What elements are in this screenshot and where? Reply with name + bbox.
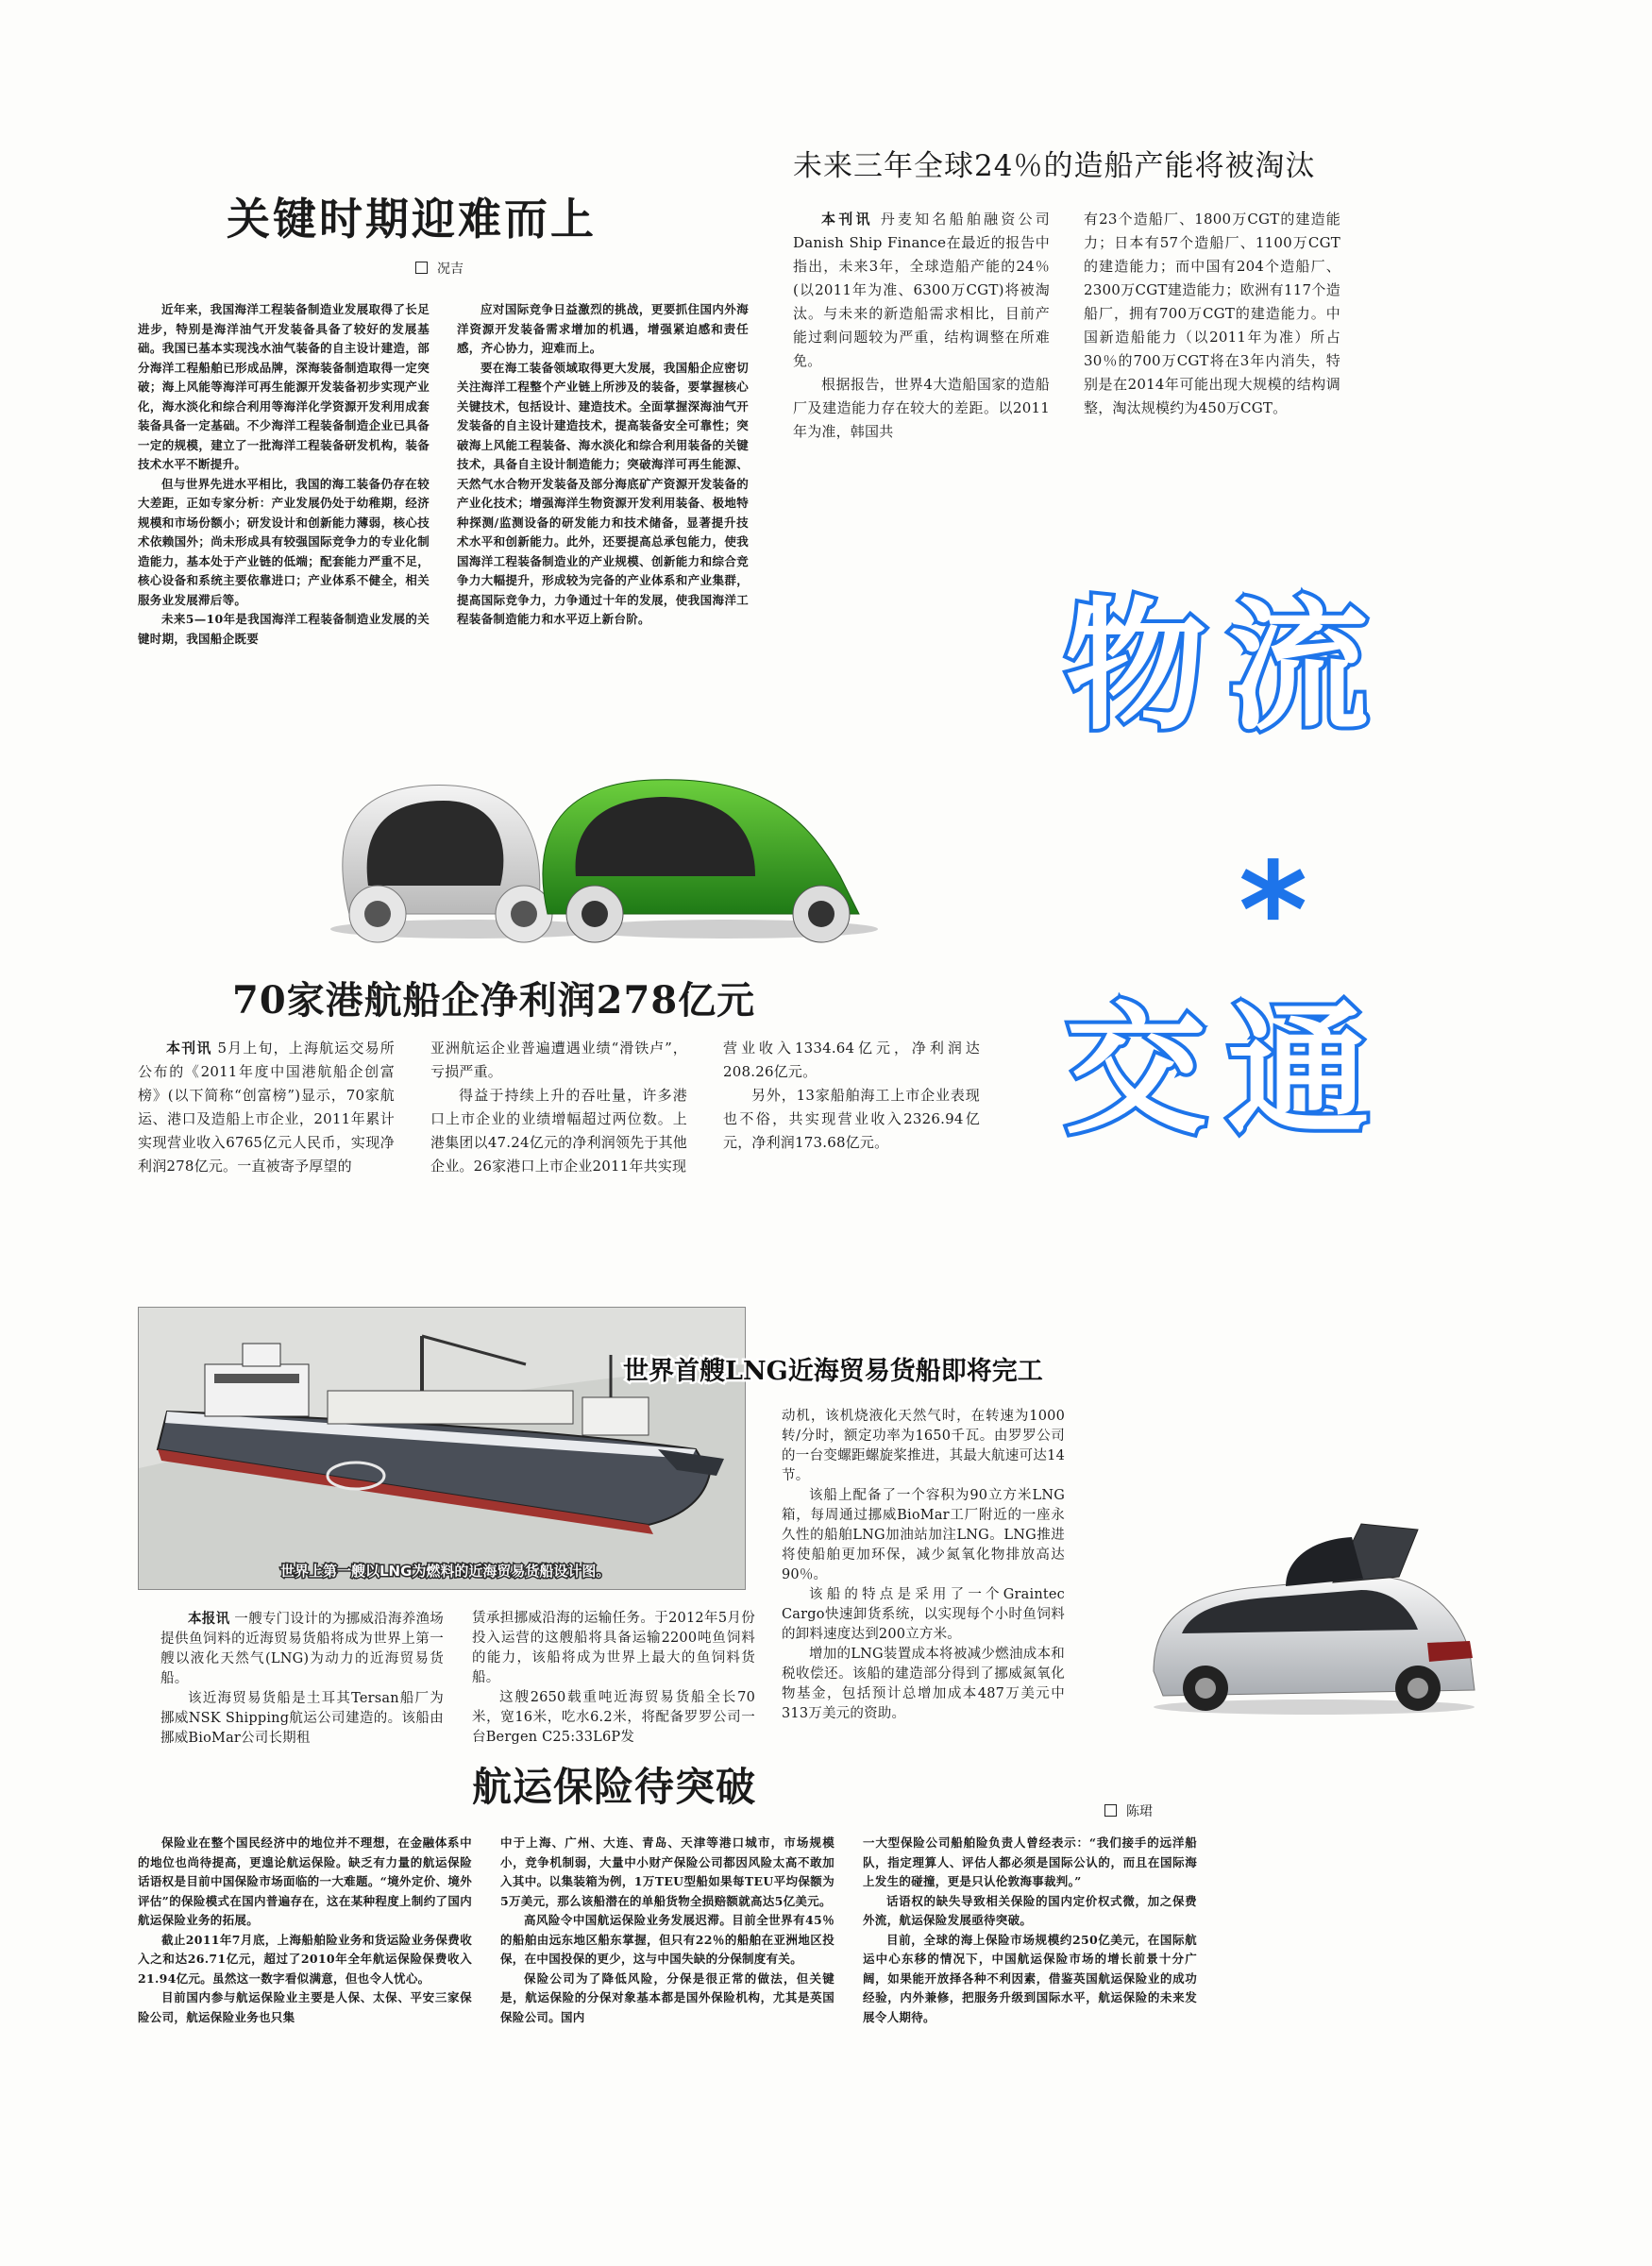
article5-author: 陈珺	[1126, 1804, 1153, 1819]
article4-lead: 本报讯	[188, 1611, 230, 1627]
article3-column-3	[723, 1037, 980, 1155]
square-bullet-icon	[1104, 1804, 1117, 1817]
paragraph: 保险业在整个国民经济中的地位并不理想，在金融体系中的地位也尚待提高，更遑论航运保险。缺乏有力量的航运保险话语权是目前中国保险市场面临的一大难题。“境外定价、境外评估”的保险模式在国内普遍存在，这在某种程度上制约了国内航运保险业务的拓展。	[138, 1835, 472, 1927]
paragraph: 未来5—10年是我国海洋工程装备制造业发展的关键时期，我国船企既要	[138, 612, 430, 646]
paragraph: 要在海工装备领域取得更大发展，我国船企应密切关注海洋工程整个产业链上所涉及的装备，要掌握核心关键技术，包括设计、建造技术。全面掌握深海油气开发装备的自主设计建造技术，提高装备安全可靠性；突破海上风能工程装备、海水淡化和综合利用装备的关键技术，具备自主设计制造能力；突破海洋可再生能源、天然气水合物开发装备及部分海底矿产资源开发装备的产业化技术；增强海洋生物资源开发利用装备、极地特种探测/监测设备的研发能力和技术储备，显著提升技术水平和创新能力。此外，还要提高总承包能力，使我国海洋工程装备制造业的产业规模、创新能力和综合竞争力大幅提升，形成较为完备的产业体系和产业集群，提高国际竞争力，力争通过十年的发展，使我国海洋工程装备制造能力和水平迈上新台阶。	[457, 360, 749, 626]
paragraph: 这艘2650载重吨近海贸易货船全长70米，宽16米，吃水6.2米，将配备罗罗公司一台Bergen C25:33L6P发	[472, 1690, 755, 1745]
article5-title: 航运保险待突破	[472, 1764, 757, 1810]
paragraph: 该船上配备了一个容积为90立方米LNG箱，每周通过挪威BioMar工厂附近的一座永久性的船舶LNG加油站加注LNG。LNG推进将使船舶更加环保，减少氮氧化物排放高达90％。	[782, 1488, 1065, 1582]
paragraph: 一大型保险公司船舶险负责人曾经表示：“我们接手的远洋船队，指定理算人、评估人都必须是国际公认的，而且在国际海上发生的碰撞，更是只认伦敦海事裁判。”	[863, 1835, 1197, 1888]
paragraph: 中于上海、广州、大连、青岛、天津等港口城市，市场规模小，竞争机制弱，大量中小财产保险公司都因风险太高不敢加入其中。以集装箱为例，1万TEU型船如果每TEU平均保额为5万美元，那么该船潜在的单船货物全损赔额就高达5亿美元。	[500, 1835, 834, 1908]
article5-column-2	[500, 1834, 834, 2027]
paragraph: 截止2011年7月底，上海船舶险业务和货运险业务保费收入之和达26.71亿元，超过了2010年全年航运保险保费收入21.94亿元。虽然这一数字看似满意，但也令人忧心。	[138, 1932, 472, 1986]
paragraph: 亚洲航运企业普遍遭遇业绩“滑铁卢”，亏损严重。	[430, 1040, 687, 1080]
paragraph: 动机，该机烧液化天然气时，在转速为1000转/分时，额定功率为1650千瓦。由罗罗公司的一台变螺距螺旋桨推进，其最大航速可达14节。	[782, 1409, 1065, 1483]
article4-column-2	[472, 1609, 755, 1748]
paragraph: 另外，13家船舶海工上市企业表现也不俗，共实现营业收入2326.94亿元，净利润173.68亿元。	[723, 1087, 980, 1151]
paragraph: 赁承担挪威沿海的运输任务。于2012年5月份投入运营的这艘船将具备运输2200吨鱼饲料的能力，该船将成为世界上最大的鱼饲料货船。	[472, 1611, 755, 1685]
paragraph: 该船的特点是采用了一个Graintec Cargo快速卸货系统，以实现每个小时鱼饲料的卸料速度达到200立方米。	[782, 1587, 1065, 1642]
article1-byline	[415, 259, 464, 278]
paragraph: 目前国内参与航运保险业主要是人保、太保、平安三家保险公司，航运保险业务也只集	[138, 1990, 472, 2024]
paragraph: 该近海贸易货船是土耳其Tersan船厂为挪威NSK Shipping航运公司建造的。该船由挪威BioMar公司长期租	[160, 1691, 444, 1746]
paragraph	[793, 208, 1050, 373]
article5-column-3	[863, 1834, 1197, 2027]
article2-lead: 本刊讯	[821, 211, 873, 228]
article4-text: 一艘专门设计的为挪威沿海养渔场提供鱼饲料的近海贸易货船将成为世界上第一艘以液化天然气(LNG)为动力的近海贸易货船。	[160, 1612, 445, 1686]
article1-title: 关键时期迎难而上	[227, 194, 597, 245]
paragraph: 有23个造船厂、1800万CGT的建造能力；日本有57个造船厂、1100万CGT的建造能力；而中国有204个造船厂、2300万CGT建造能力；欧洲有117个造船厂，拥有700万CGT的建造能力。中国新造船能力（以2011年为准）所占30％的700万CGT将在3年内消失，特别是在2014年可能出现大规模的结构调整，淘汰规模约为450万CGT。	[1084, 211, 1340, 416]
paragraph: 近年来，我国海洋工程装备制造业发展取得了长足进步，特别是海洋油气开发装备具备了较好的发展基础。我国已基本实现浅水油气装备的自主设计建造，部分海洋工程船舶已形成品牌，深海装备制造取得一定突破；海上风能等海洋可再生能源开发装备初步实现产业化，海水淡化和综合利用等海洋化学资源开发利用成套装备具备一定基础。不少海洋工程装备制造企业已具备一定的规模，建立了一批海洋工程装备研发机构，装备技术水平不断提升。	[138, 302, 430, 471]
section-star-icon: *	[1239, 835, 1308, 989]
article3-lead: 本刊讯	[166, 1040, 212, 1057]
paragraph: 营业收入1334.64亿元，净利润达208.26亿元。	[723, 1040, 980, 1080]
article2-column-2	[1084, 208, 1340, 420]
article2-text: 丹麦知名船舶融资公司Danish Ship Finance在最近的报告中指出，未来3年，全球造船产能的24％(以2011年为准、6300万CGT)将被淘汰。与未来的新造船需求相比，目前产能过剩问题较为严重，结构调整在所难免。	[793, 211, 1050, 369]
article3-title: 70家港航船企净利润278亿元	[232, 978, 756, 1023]
paragraph	[160, 1609, 444, 1689]
article1-column-2	[457, 300, 749, 630]
concept-van-image	[1144, 1520, 1486, 1718]
paragraph: 话语权的缺失导致相关保险的国内定价权式微，加之保费外流，航运保险发展亟待突破。	[863, 1893, 1197, 1927]
section-title-logistics: 物流	[1065, 585, 1391, 750]
paragraph	[138, 1037, 395, 1178]
paragraph: 增加的LNG装置成本将被减少燃油成本和税收偿还。该船的建造部分得到了挪威氮氧化物基金，包括预计总增加成本487万美元中313万美元的资助。	[782, 1647, 1065, 1721]
paragraph: 目前，全球的海上保险市场规模约250亿美元，在国际航运中心东移的情况下，中国航运保险市场的增长前景十分广阔，如果能开放择各种不利因素，借鉴英国航运保险业的成功经验，内外兼修，把服务升级到国际水平，航运保险的未来发展令人期待。	[863, 1932, 1197, 2024]
article4-column-3	[782, 1407, 1065, 1724]
article1-column-1	[138, 300, 430, 649]
paragraph: 得益于持续上升的吞吐量，许多港口上市企业的业绩增幅超过两位数。上港集团以47.24亿元的净利润领先于其他企业。26家港口上市企业2011年共实现	[430, 1087, 687, 1175]
paragraph: 但与世界先进水平相比，我国的海工装备仍存在较大差距，正如专家分析：产业发展仍处于幼稚期，经济规模和市场份额小；研发设计和创新能力薄弱，核心技术依赖国外；尚未形成具有较强国际竞争力的专业化制造能力，基本处于产业链的低端；配套能力严重不足，核心设备和系统主要依靠进口；产业体系不健全，相关服务业发展滞后等。	[138, 476, 430, 607]
article4-column-1	[160, 1609, 444, 1749]
article2-title: 未来三年全球24％的造船产能将被淘汰	[793, 149, 1316, 183]
article3-column-1	[138, 1037, 395, 1178]
article3-text: 5月上旬，上海航运交易所公布的《2011年度中国港航船企创富榜》(以下简称“创富榜”)显示，70家航运、港口及造船上市企业，2011年累计实现营业收入6765亿元人民币，实现净利润278亿元。一直被寄予厚望的	[138, 1040, 395, 1175]
paragraph: 高风险令中国航运保险业务发展迟滞。目前全世界有45％的船舶由远东地区船东掌握，但只有22％的船舶在亚洲地区投保，在中国投保的更少，这与中国失缺的分保制度有关。	[500, 1913, 834, 1966]
article4-title: 世界首艘LNG近海贸易货船即将完工	[623, 1357, 1043, 1386]
square-bullet-icon	[415, 262, 428, 274]
section-title-transport: 交通	[1065, 989, 1391, 1154]
ship-drawing-image	[138, 1307, 746, 1590]
article2-column-1	[793, 208, 1050, 444]
paragraph: 根据报告，世界4大造船国家的造船厂及建造能力存在较大的差距。以2011年为准，韩国共	[793, 376, 1050, 440]
concept-cars-image	[312, 772, 878, 946]
article3-column-2	[430, 1037, 687, 1178]
article5-column-1	[138, 1834, 472, 2027]
ship-photo-caption: 世界上第一艘以LNG为燃料的近海贸易货船设计图。	[280, 1563, 611, 1580]
paragraph: 保险公司为了降低风险，分保是很正常的做法，但关键是，航运保险的分保对象基本都是国外保险机构，尤其是英国保险公司。国内	[500, 1970, 834, 2024]
paragraph: 应对国际竞争日益激烈的挑战，更要抓住国内外海洋资源开发装备需求增加的机遇，增强紧迫感和责任感，齐心协力，迎难而上。	[457, 302, 749, 355]
article1-author: 况吉	[437, 262, 464, 277]
article5-byline	[1104, 1801, 1153, 1820]
